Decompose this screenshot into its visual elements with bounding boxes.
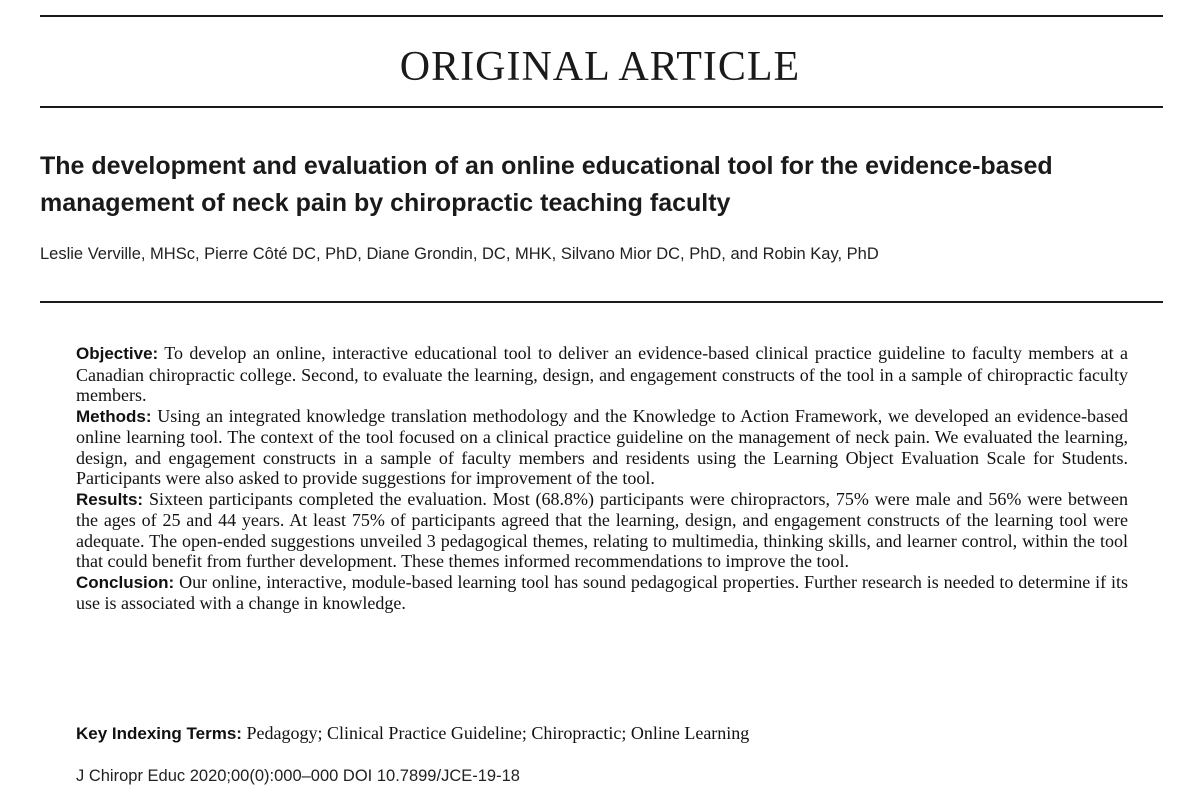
section-label: ORIGINAL ARTICLE xyxy=(399,44,801,90)
article-title: The development and evaluation of an online educational tool for the evidence-based management of neck pain by chiropractic teaching faculty xyxy=(40,152,1053,217)
journal-citation: J Chiropr Educ 2020;00(0):000–000 DOI 10.7899/JCE-19-18 xyxy=(76,767,520,785)
methods-text: Using an integrated knowledge translation methodology and the Knowledge to Action Framework, we developed an evidence-based online learning tool. The context of the tool focused on a clinical practice guideline on the management of neck pain. We evaluated the learning, design, and engagement constructs in a sample of faculty members and residents using the Learning Object Evaluation Scale for Students. Participants were also asked to provide suggestions for improvement of the tool. xyxy=(76,405,1128,488)
key-terms-list: Pedagogy; Clinical Practice Guideline; Chiropractic; Online Learning xyxy=(241,723,750,743)
key-indexing-terms xyxy=(76,722,1128,745)
abstract-methods xyxy=(76,406,1128,489)
abstract-results xyxy=(76,489,1128,572)
abstract-objective xyxy=(76,343,1128,406)
top-rule xyxy=(40,15,1163,17)
results-text: Sixteen participants completed the evaluation. Most (68.8%) participants were chiropractors, 75% were male and 56% were between the ages of 25 and 44 years. At least 75% of participants agreed that the learning, design, and engagement constructs of the learning tool were adequate. The open-ended suggestions unveiled 3 pedagogical themes, relating to multimedia, thinking skills, and learner control, within the tool that could benefit from further development. These themes informed recommendations to improve the tool. xyxy=(76,488,1128,571)
results-label: Results: xyxy=(76,489,144,509)
abstract xyxy=(76,343,1128,614)
author-list: Leslie Verville, MHSc, Pierre Côté DC, PhD, Diane Grondin, DC, MHK, Silvano Mior DC, PhD, and Robin Kay, PhD xyxy=(40,245,879,263)
objective-label: Objective: xyxy=(76,344,159,363)
header-rule xyxy=(40,106,1163,108)
conclusion-label: Conclusion: xyxy=(76,572,175,592)
abstract-conclusion xyxy=(76,572,1128,614)
abstract-rule xyxy=(40,301,1163,303)
key-terms-label: Key Indexing Terms: xyxy=(76,724,242,743)
conclusion-text: Our online, interactive, module-based learning tool has sound pedagogical properties. Further research is needed to determine if its use is associated with a change in knowledge. xyxy=(76,571,1128,613)
methods-label: Methods: xyxy=(76,406,152,426)
objective-text: To develop an online, interactive educational tool to deliver an evidence-based clinical practice guideline to faculty members at a Canadian chiropractic college. Second, to evaluate the learning, design, and engagement constructs of the tool in a sample of chiropractic faculty members. xyxy=(76,343,1128,405)
